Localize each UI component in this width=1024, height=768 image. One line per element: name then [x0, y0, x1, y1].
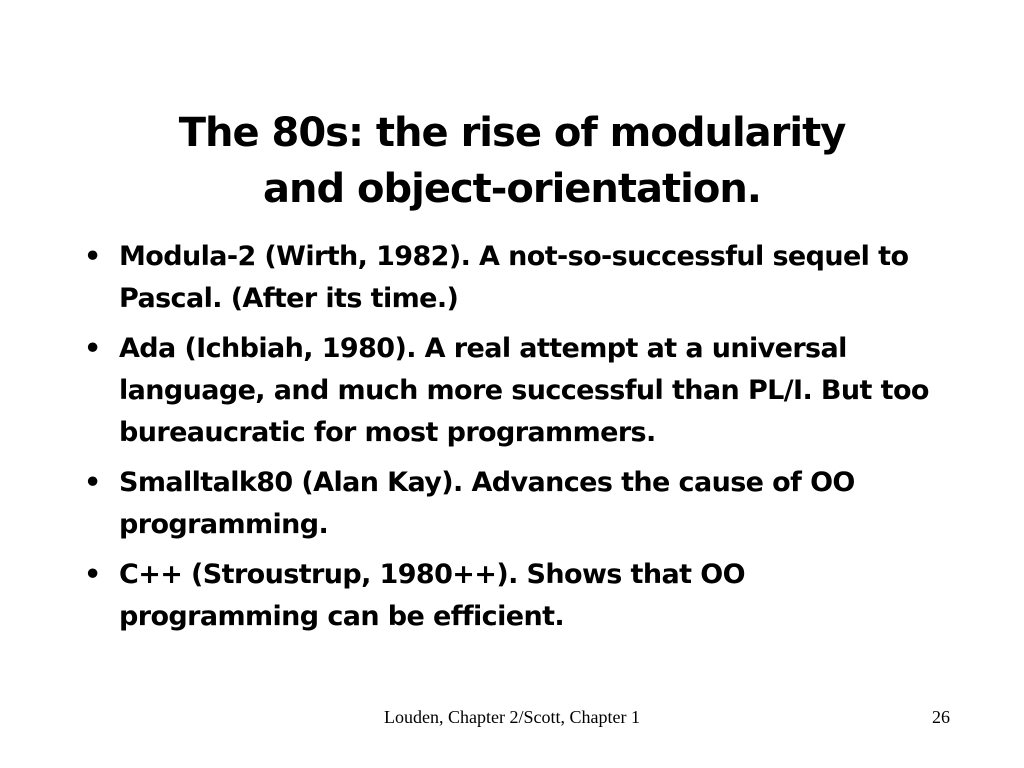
- bullet-text: Ada (Ichbiah, 1980). A real attempt at a universal language, and much more successful than PL/I. But too bureaucratic for most programmers.: [119, 333, 929, 448]
- bullet-text: Smalltalk80 (Alan Kay). Advances the cause of OO programming.: [119, 467, 855, 540]
- bullet-dot-icon: •: [84, 559, 101, 590]
- bullet-dot-icon: •: [84, 333, 101, 364]
- bullet-item-smalltalk80: [84, 462, 944, 546]
- bullet-text: Modula-2 (Wirth, 1982). A not-so-successful sequel to Pascal. (After its time.): [119, 241, 909, 314]
- slide-title: [0, 105, 1024, 217]
- bullet-text: C++ (Stroustrup, 1980++). Shows that OO programming can be efficient.: [119, 559, 745, 632]
- slide-title-line-1: The 80s: the rise of modularity: [178, 109, 846, 156]
- page-number: 26: [932, 707, 950, 727]
- bullet-item-cpp: [84, 554, 944, 638]
- bullet-list: [84, 236, 944, 646]
- bullet-dot-icon: •: [84, 241, 101, 272]
- bullet-dot-icon: •: [84, 467, 101, 498]
- footer-source: Louden, Chapter 2/Scott, Chapter 1: [384, 707, 640, 727]
- slide-title-line-2: and object-orientation.: [262, 165, 762, 212]
- bullet-item-modula-2: [84, 236, 944, 320]
- bullet-item-ada: [84, 328, 944, 454]
